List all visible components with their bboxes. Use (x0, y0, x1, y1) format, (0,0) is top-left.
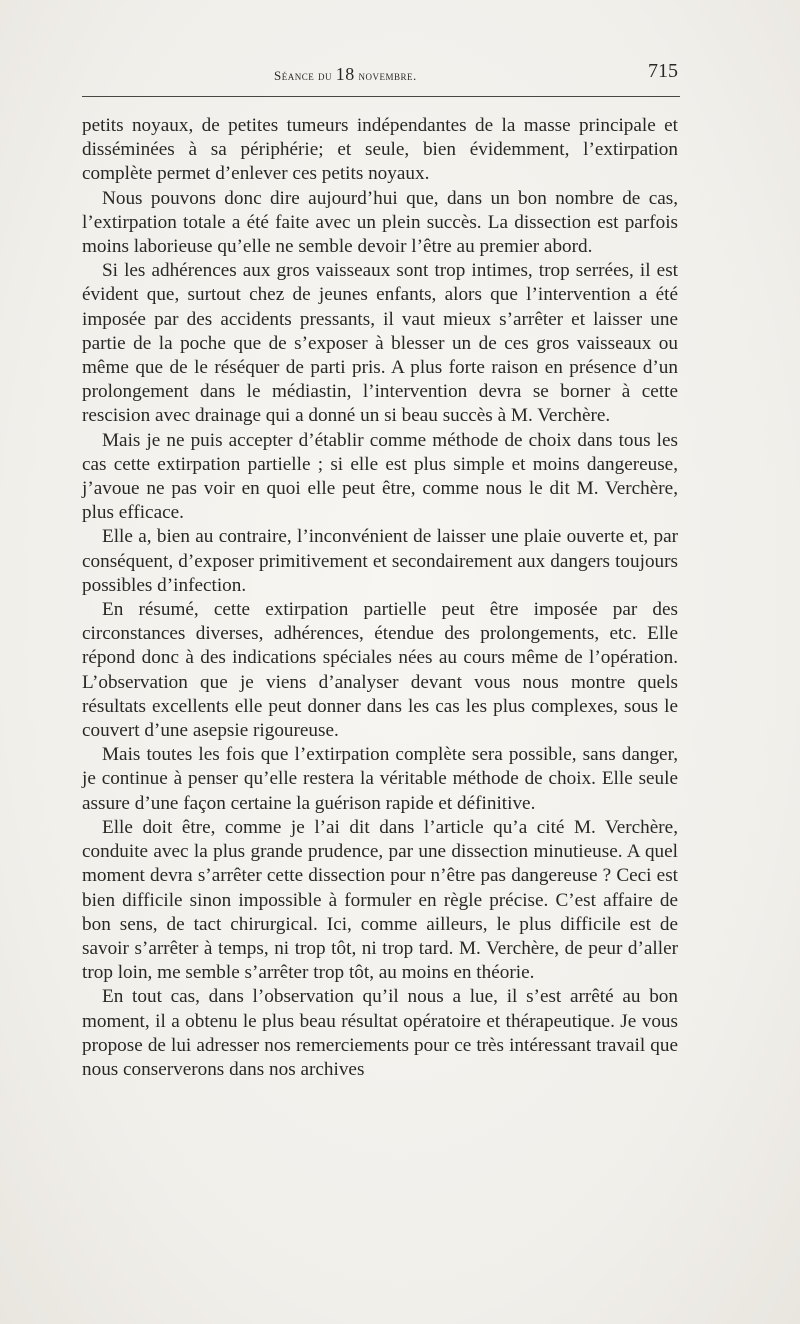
paragraph: Elle doit être, comme je l’ai dit dans l’article qu’a cité M. Verchère, conduite avec la plus grande prudence, par une dissection minutieuse. A quel moment devra s’arrêter cette dissection pour n’être pas dangereuse ? Ceci est bien difficile sinon impossible à formuler en règle précise. C’est affaire de bon sens, de tact chirurgical. Ici, comme ailleurs, le plus difficile est de savoir s’arrêter à temps, ni trop tôt, ni trop tard. M. Verchère, de peur d’aller trop loin, me semble s’arrêter trop tôt, au moins en théorie. (82, 816, 678, 984)
page-header (82, 60, 680, 90)
running-title (274, 64, 417, 85)
body-text (82, 114, 678, 1082)
paragraph: Nous pouvons donc dire aujourd’hui que, dans un bon nombre de cas, l’extirpation totale a été faite avec un plein succès. La dissection est parfois moins laborieuse qu’elle ne semble devoir l’être au premier abord. (82, 187, 678, 258)
paragraph: Mais je ne puis accepter d’établir comme méthode de choix dans tous les cas cette extirpation partielle ; si elle est plus simple et moins dangereuse, j’avoue ne pas voir en quoi elle peut être, comme nous le dit M. Verchère, plus efficace. (82, 429, 678, 524)
paragraph: Si les adhérences aux gros vaisseaux sont trop intimes, trop serrées, il est évident que, surtout chez de jeunes enfants, alors que l’intervention a été imposée par des accidents pressants, il vaut mieux s’arrêter et laisser une partie de la poche que de s’exposer à blesser un de ces gros vaisseaux ou même que de le réséquer de parti pris. A plus forte raison en présence d’un prolongement dans le médiastin, l’intervention devra se borner à cette rescision avec drainage qui a donné un si beau succès à M. Verchère. (82, 260, 678, 427)
header-rule (82, 96, 680, 97)
paragraph: En tout cas, dans l’observation qu’il nous a lue, il s’est arrêté au bon moment, il a obtenu le plus beau résultat opératoire et thérapeutique. Je vous propose de lui adresser nos remerciements pour ce très intéressant travail que nous conserverons dans nos archives (82, 986, 678, 1080)
paragraph: Elle a, bien au contraire, l’inconvénient de laisser une plaie ouverte et, par conséquent, d’exposer primitivement et secondairement aux dangers toujours possibles d’infection. (82, 526, 678, 596)
running-title-prefix: Séance du (274, 68, 332, 83)
paragraph-continuation: petits noyaux, de petites tumeurs indépendantes de la masse principale et disséminées à sa périphérie; et seule, bien évidemment, l’extirpation complète permet d’enlever ces petits noyaux. (82, 115, 678, 185)
running-title-date: 18 (335, 64, 355, 84)
paragraph: En résumé, cette extirpation partielle peut être imposée par des circonstances diverses, adhérences, étendue des prolongements, etc. Elle répond donc à des indications spéciales nées au cours même de l’opération. L’observation que je viens d’analyser devant vous nous montre quels résultats excellents elle peut donner dans les cas les plus complexes, sous le couvert d’une asepsie rigoureuse. (82, 599, 678, 742)
running-title-suffix: novembre. (358, 68, 417, 83)
paragraph: Mais toutes les fois que l’extirpation complète sera possible, sans danger, je continue à penser qu’elle restera la véritable méthode de choix. Elle seule assure d’une façon certaine la guérison rapide et définitive. (82, 744, 678, 814)
page-number: 715 (648, 60, 678, 82)
